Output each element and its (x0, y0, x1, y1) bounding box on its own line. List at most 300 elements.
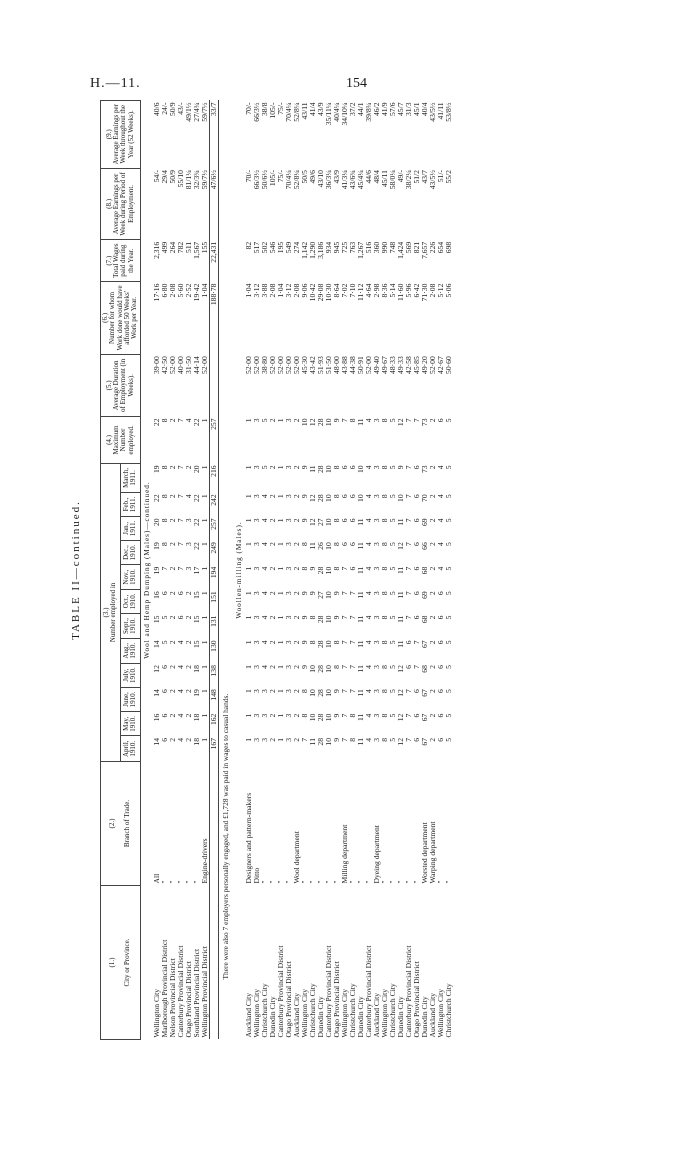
table-body (140, 101, 452, 1040)
month-count-cell: 4 (363, 665, 373, 669)
month-count-cell: 6 (403, 665, 413, 669)
month-count-cell: 4 (363, 542, 373, 547)
max-employed-cell: 5 (443, 418, 453, 423)
total-wages-cell: 821 (411, 241, 421, 254)
max-employed-cell: 9 (332, 418, 342, 423)
total-wages-cell: 195 (276, 241, 286, 254)
month-count-cell: 4 (435, 566, 445, 571)
place-cell: Dunedin City (395, 996, 405, 1038)
branch-cell: Worsted department (419, 822, 429, 884)
month-header: Jan., 1911. (120, 516, 140, 540)
avg-duration-cell: 52·00 (276, 356, 286, 374)
month-count-cell: 3 (260, 738, 270, 742)
month-count-cell: 3 (252, 542, 262, 547)
month-count-cell: 6 (176, 615, 186, 620)
month-count-cell: 20 (192, 465, 202, 474)
month-count-cell: 1 (244, 713, 254, 718)
fifty-weeks-cell: 2·52 (184, 283, 194, 298)
month-count-cell: 16 (152, 713, 162, 722)
total-wages-cell: 274 (292, 241, 302, 254)
month-count-cell: 7 (176, 465, 186, 470)
total-month-cell: 138 (210, 663, 219, 687)
place-cell: Christchurch City (443, 983, 453, 1038)
month-count-cell: 1 (200, 640, 210, 645)
month-count-cell: 7 (176, 494, 186, 499)
month-count-cell: 9 (395, 465, 405, 470)
month-count-cell: 2 (184, 640, 194, 645)
total-wages-cell: 7,657 (419, 241, 429, 259)
avg-earnings-period-cell: 32/3¾ (192, 170, 202, 190)
place-cell: Auckland City (244, 992, 254, 1038)
month-count-cell: 10 (324, 542, 334, 550)
month-count-cell: 10 (324, 615, 334, 624)
avg-duration-cell: 52·00 (244, 356, 254, 374)
total-wages-cell: 516 (363, 241, 373, 254)
month-count-cell: 2 (292, 465, 302, 470)
avg-duration-cell: 50·91 (355, 356, 365, 374)
month-count-cell: 1 (276, 615, 286, 620)
total-month-cell: 257 (210, 516, 219, 540)
month-count-cell: 7 (300, 738, 310, 742)
avg-duration-cell: 42·58 (403, 356, 413, 374)
fifty-weeks-cell: 5·06 (443, 283, 453, 298)
avg-earnings-period-cell: 50/5 (300, 170, 310, 184)
place-cell: Southland Provincial District (192, 948, 202, 1038)
month-count-cell: 14 (152, 640, 162, 649)
month-count-cell: 2 (268, 713, 278, 718)
month-count-cell: 28 (316, 640, 326, 649)
month-count-cell: 5 (443, 665, 453, 669)
month-count-cell: 11 (355, 665, 365, 673)
month-count-cell: 7 (411, 640, 421, 645)
month-count-cell: 7 (339, 713, 349, 718)
month-count-cell: 5 (387, 518, 397, 523)
month-count-cell: 4 (435, 494, 445, 499)
month-count-cell: 2 (168, 615, 178, 620)
avg-earnings-period-cell: 66/3½ (252, 170, 262, 190)
month-count-cell: 7 (411, 665, 421, 669)
avg-earnings-year-cell: 45/7 (395, 102, 405, 117)
max-employed-cell: 8 (379, 418, 389, 423)
col-avg-earnings-year-header: (9.) Average Earnings per Week throughout the Year (52 Weeks). (101, 101, 141, 169)
branch-cell: " (268, 880, 278, 884)
month-count-cell: 10 (355, 494, 365, 502)
month-count-cell: 1 (244, 494, 254, 499)
fifty-weeks-cell: 3·12 (252, 283, 262, 298)
avg-earnings-year-cell: 35/11¼ (324, 102, 334, 126)
month-count-cell: 1 (200, 665, 210, 669)
month-count-cell: 68 (419, 566, 429, 575)
month-count-cell: 1 (200, 591, 210, 596)
branch-cell: " (347, 880, 357, 884)
month-count-cell: 2 (168, 542, 178, 547)
month-count-cell: 1 (276, 713, 286, 718)
month-count-cell: 3 (252, 465, 262, 470)
avg-earnings-year-cell: 43/11 (300, 102, 310, 120)
avg-earnings-year-cell: 31/3 (403, 102, 413, 117)
month-count-cell: 22 (192, 542, 202, 550)
total-wages-cell: 569 (403, 241, 413, 254)
avg-earnings-period-cell: 105/- (268, 170, 278, 187)
month-count-cell: 4 (260, 615, 270, 620)
month-count-cell: 22 (152, 494, 162, 502)
avg-duration-cell: 52·00 (363, 356, 373, 374)
max-employed-cell: 22 (152, 418, 162, 427)
avg-earnings-year-cell: 34/10¼ (339, 102, 349, 126)
avg-earnings-period-cell: 58/0¼ (387, 170, 397, 190)
month-count-cell: 6 (403, 640, 413, 645)
month-count-cell: 2 (292, 689, 302, 693)
month-count-cell: 8 (379, 738, 389, 742)
month-count-cell: 27 (316, 591, 326, 599)
month-header: Sept., 1910. (120, 614, 140, 639)
month-count-cell: 2 (168, 738, 178, 742)
max-employed-cell: 28 (316, 418, 326, 427)
totals-row (210, 101, 219, 1040)
place-cell: Christchurch City (260, 983, 270, 1038)
month-count-cell: 5 (443, 713, 453, 718)
month-count-cell: 2 (292, 591, 302, 596)
avg-earnings-period-cell: 29/4 (160, 170, 170, 184)
month-count-cell: 4 (363, 713, 373, 718)
month-count-cell: 3 (252, 591, 262, 596)
month-count-cell: 12 (308, 494, 318, 502)
month-count-cell: 69 (419, 518, 429, 527)
month-count-cell: 2 (184, 665, 194, 669)
month-count-cell: 9 (332, 689, 342, 693)
month-count-cell: 2 (292, 566, 302, 571)
avg-earnings-year-cell: 43/9 (316, 102, 326, 117)
place-cell: Auckland City (427, 992, 437, 1038)
avg-duration-cell: 52·00 (200, 356, 210, 374)
month-count-cell: 3 (252, 689, 262, 693)
month-count-cell: 8 (332, 566, 342, 571)
month-count-cell: 7 (347, 615, 357, 620)
month-count-cell: 7 (339, 689, 349, 693)
month-count-cell: 11 (355, 713, 365, 721)
month-count-cell: 4 (363, 640, 373, 645)
max-employed-cell: 2 (292, 418, 302, 423)
total-wages-cell: 1,267 (355, 241, 365, 259)
month-count-cell: 14 (152, 689, 162, 697)
fifty-weeks-cell: 3·12 (284, 283, 294, 298)
month-count-cell: 3 (184, 518, 194, 523)
month-count-cell: 6 (160, 738, 170, 742)
max-employed-cell: 5 (260, 418, 270, 423)
month-header: Dec., 1910. (120, 540, 140, 565)
month-count-cell: 8 (160, 542, 170, 547)
month-count-cell: 11 (395, 615, 405, 623)
month-count-cell: 2 (427, 591, 437, 596)
month-count-cell: 66 (419, 542, 429, 550)
avg-duration-cell: 52·00 (292, 356, 302, 374)
month-count-cell: 8 (379, 591, 389, 596)
month-count-cell: 4 (260, 640, 270, 645)
place-cell: Wellington City (300, 988, 310, 1038)
branch-cell: " (260, 880, 270, 884)
total-wages-cell: 934 (324, 241, 334, 254)
month-count-cell: 67 (419, 689, 429, 697)
total-wages-cell: 2,316 (152, 241, 162, 259)
month-count-cell: 3 (252, 615, 262, 620)
month-count-cell: 22 (192, 518, 202, 527)
month-count-cell: 6 (435, 591, 445, 596)
note-text: There were also 7 employers personally engaged, and £1,728 was paid in wages to casual hands. (221, 693, 231, 980)
max-employed-cell: 6 (435, 418, 445, 423)
avg-earnings-year-cell: 70/4¼ (284, 102, 294, 122)
month-count-cell: 3 (252, 665, 262, 669)
branch-cell: " (403, 880, 413, 884)
month-count-cell: 2 (427, 665, 437, 669)
month-count-cell: 7 (176, 566, 186, 571)
place-cell: Wellington City (435, 988, 445, 1038)
fifty-weeks-cell: 1·04 (200, 283, 210, 298)
month-count-cell: 1 (276, 689, 286, 693)
month-count-cell: 4 (176, 713, 186, 718)
month-count-cell: 2 (168, 689, 178, 693)
avg-earnings-year-cell: 40/4¼ (332, 102, 342, 122)
avg-earnings-year-cell: 52/8¼ (292, 102, 302, 122)
month-count-cell: 18 (192, 713, 202, 722)
month-count-cell: 4 (435, 465, 445, 470)
avg-earnings-period-cell: 55/2 (443, 170, 453, 184)
branch-cell: Dyeing department (371, 825, 381, 884)
avg-earnings-period-cell: 38/2¼ (403, 170, 413, 190)
month-count-cell: 2 (168, 640, 178, 645)
total-month-cell: 151 (210, 589, 219, 613)
avg-earnings-period-cell: 45/11 (379, 170, 389, 188)
month-count-cell: 7 (339, 640, 349, 645)
month-count-cell: 2 (292, 665, 302, 669)
branch-cell: " (379, 880, 389, 884)
month-count-cell: 6 (411, 518, 421, 523)
month-count-cell: 5 (443, 542, 453, 547)
avg-earnings-period-cell: 70/- (244, 170, 254, 183)
month-count-cell: 8 (300, 689, 310, 693)
month-count-cell: 8 (379, 465, 389, 470)
month-count-cell: 20 (152, 518, 162, 527)
total-wages-cell: 22,431 (210, 240, 219, 282)
fifty-weeks-cell: 11·12 (355, 283, 365, 302)
month-count-cell: 10 (324, 494, 334, 502)
month-count-cell: 10 (324, 518, 334, 527)
month-count-cell: 3 (284, 640, 294, 645)
month-count-cell: 1 (200, 713, 210, 718)
month-count-cell: 6 (411, 615, 421, 620)
month-count-cell: 5 (387, 615, 397, 620)
month-count-cell: 2 (268, 689, 278, 693)
month-count-cell: 3 (371, 542, 381, 547)
place-cell: Canterbury Provincial District (363, 945, 373, 1038)
max-employed-cell: 1 (200, 418, 210, 423)
month-count-cell: 9 (300, 465, 310, 470)
fifty-weeks-cell: 1·04 (276, 283, 286, 298)
avg-duration-cell: 45·85 (411, 356, 421, 374)
month-count-cell: 2 (427, 465, 437, 470)
month-count-cell: 8 (379, 494, 389, 499)
avg-duration-cell: 52·00 (168, 356, 178, 374)
avg-duration-cell: 50·60 (443, 356, 453, 374)
month-count-cell: 2 (268, 566, 278, 571)
avg-earnings-year-cell: 27/4¾ (192, 102, 202, 122)
avg-earnings-year-cell: 53/8½ (443, 102, 453, 122)
month-count-cell: 9 (300, 518, 310, 523)
month-count-cell: 3 (371, 665, 381, 669)
avg-earnings-period-cell: 49/- (395, 170, 405, 183)
month-count-cell: 3 (284, 591, 294, 596)
month-count-cell: 8 (379, 640, 389, 645)
month-count-cell: 1 (276, 591, 286, 596)
month-count-cell: 19 (152, 465, 162, 474)
total-wages-cell: 3,186 (316, 241, 326, 259)
month-count-cell: 9 (300, 591, 310, 596)
avg-earnings-year-cell: 37/2 (347, 102, 357, 117)
month-count-cell: 4 (363, 615, 373, 620)
month-count-cell: 5 (443, 640, 453, 645)
month-count-cell: 2 (268, 615, 278, 620)
month-count-cell: 4 (363, 465, 373, 470)
avg-earnings-year-cell: 24/- (160, 102, 170, 115)
month-count-cell: 6 (339, 494, 349, 499)
fifty-weeks-cell: 6·80 (160, 283, 170, 298)
avg-earnings-year-cell: 41/11 (435, 102, 445, 120)
branch-cell: " (300, 880, 310, 884)
total-wages-cell: 546 (268, 241, 278, 254)
max-employed-cell: 7 (403, 418, 413, 423)
avg-earnings-period-cell: 54/- (152, 170, 162, 183)
avg-duration-cell: 52·00 (268, 356, 278, 374)
max-employed-cell: 8 (160, 418, 170, 423)
avg-duration-cell: 39·00 (152, 356, 162, 374)
month-count-cell: 7 (403, 689, 413, 693)
month-count-cell: 27 (316, 518, 326, 527)
max-employed-cell: 7 (411, 418, 421, 423)
month-count-cell: 3 (252, 566, 262, 571)
avg-earnings-year-cell: 41/4 (308, 102, 318, 117)
month-count-cell: 5 (443, 689, 453, 693)
month-count-cell: 8 (160, 518, 170, 523)
month-count-cell: 28 (316, 615, 326, 624)
month-count-cell: 28 (316, 665, 326, 673)
month-count-cell: 67 (419, 713, 429, 722)
branch-cell: " (355, 880, 365, 884)
month-count-cell: 3 (371, 566, 381, 571)
month-header: April, 1910. (120, 736, 140, 762)
branch-cell: " (176, 880, 186, 884)
month-count-cell: 6 (347, 566, 357, 571)
max-employed-cell: 3 (284, 418, 294, 423)
month-count-cell: 7 (403, 591, 413, 596)
month-count-cell: 2 (184, 615, 194, 620)
avg-earnings-period-cell: 43/10 (316, 170, 326, 188)
month-count-cell: 4 (260, 494, 270, 499)
month-count-cell: 3 (260, 689, 270, 693)
total-wages-cell: 748 (387, 241, 397, 254)
branch-cell: " (192, 880, 202, 884)
avg-earnings-period-cell: 52/8¼ (292, 170, 302, 190)
avg-earnings-period-cell: 43/9 (332, 170, 342, 184)
month-count-cell: 1 (244, 566, 254, 571)
month-count-cell: 2 (168, 713, 178, 718)
month-count-cell: 6 (435, 640, 445, 645)
month-count-cell: 11 (355, 640, 365, 648)
place-cell: Christchurch City (387, 983, 397, 1038)
fifty-weeks-cell: 1·04 (244, 283, 254, 298)
month-count-cell: 1 (244, 465, 254, 470)
month-count-cell: 69 (419, 591, 429, 599)
month-count-cell: 3 (284, 465, 294, 470)
month-count-cell: 11 (395, 640, 405, 648)
fifty-weeks-cell: 7·02 (339, 283, 349, 298)
month-header: May, 1910. (120, 712, 140, 736)
month-count-cell: 4 (176, 665, 186, 669)
avg-earnings-year-cell: 70/- (244, 102, 254, 115)
avg-earnings-year-cell: 43/5½ (427, 102, 437, 122)
col-max-employed-header: (4.) Maximum Number employed. (101, 416, 141, 463)
month-count-cell: 6 (160, 665, 170, 669)
avg-earnings-period-cell: 51/- (435, 170, 445, 183)
avg-duration-cell: 31·50 (184, 356, 194, 374)
branch-cell: Designers and pattern-makers (244, 792, 254, 884)
month-count-cell: 5 (443, 494, 453, 499)
max-employed-cell: 12 (308, 418, 318, 427)
month-count-cell: 1 (276, 665, 286, 669)
month-count-cell: 3 (252, 640, 262, 645)
month-count-cell: 7 (339, 566, 349, 571)
month-count-cell: 6 (411, 591, 421, 596)
month-count-cell: 7 (176, 518, 186, 523)
avg-earnings-period-cell: 50/9 (168, 170, 178, 184)
month-count-cell: 11 (355, 518, 365, 526)
month-count-cell: 6 (411, 738, 421, 742)
month-count-cell: 10 (324, 465, 334, 474)
table-header (101, 101, 141, 1040)
month-count-cell: 11 (355, 542, 365, 550)
max-employed-cell: 2 (268, 418, 278, 423)
place-cell: Auckland City (371, 992, 381, 1038)
month-count-cell: 12 (395, 665, 405, 673)
total-wages-cell: 82 (244, 241, 254, 250)
month-count-cell: 3 (284, 542, 294, 547)
month-count-cell: 1 (244, 640, 254, 645)
month-count-cell: 2 (292, 713, 302, 718)
month-count-cell: 22 (192, 494, 202, 502)
avg-earnings-period-cell: 43/5½ (427, 170, 437, 190)
month-count-cell: 10 (308, 713, 318, 722)
month-count-cell: 3 (252, 713, 262, 718)
fifty-weeks-cell: 5·60 (176, 283, 186, 298)
month-count-cell: 11 (355, 591, 365, 599)
month-count-cell: 11 (395, 566, 405, 575)
month-count-cell: 6 (176, 591, 186, 596)
total-wages-cell: 264 (168, 241, 178, 254)
month-count-cell: 3 (184, 566, 194, 571)
total-wages-cell: 725 (339, 241, 349, 254)
month-count-cell: 73 (419, 465, 429, 474)
max-employed-cell: 73 (419, 418, 429, 427)
month-count-cell: 2 (184, 591, 194, 596)
month-count-cell: 9 (300, 494, 310, 499)
month-count-cell: 9 (332, 713, 342, 718)
avg-earnings-period-cell: 36/3¼ (324, 170, 334, 190)
month-count-cell: 9 (332, 738, 342, 742)
month-count-cell: 10 (355, 465, 365, 474)
max-employed-cell: 7 (176, 418, 186, 423)
month-count-cell: 8 (308, 640, 318, 645)
place-cell: Canterbury Provincial District (176, 945, 186, 1038)
total-month-cell: 130 (210, 638, 219, 663)
month-count-cell: 5 (160, 615, 170, 620)
